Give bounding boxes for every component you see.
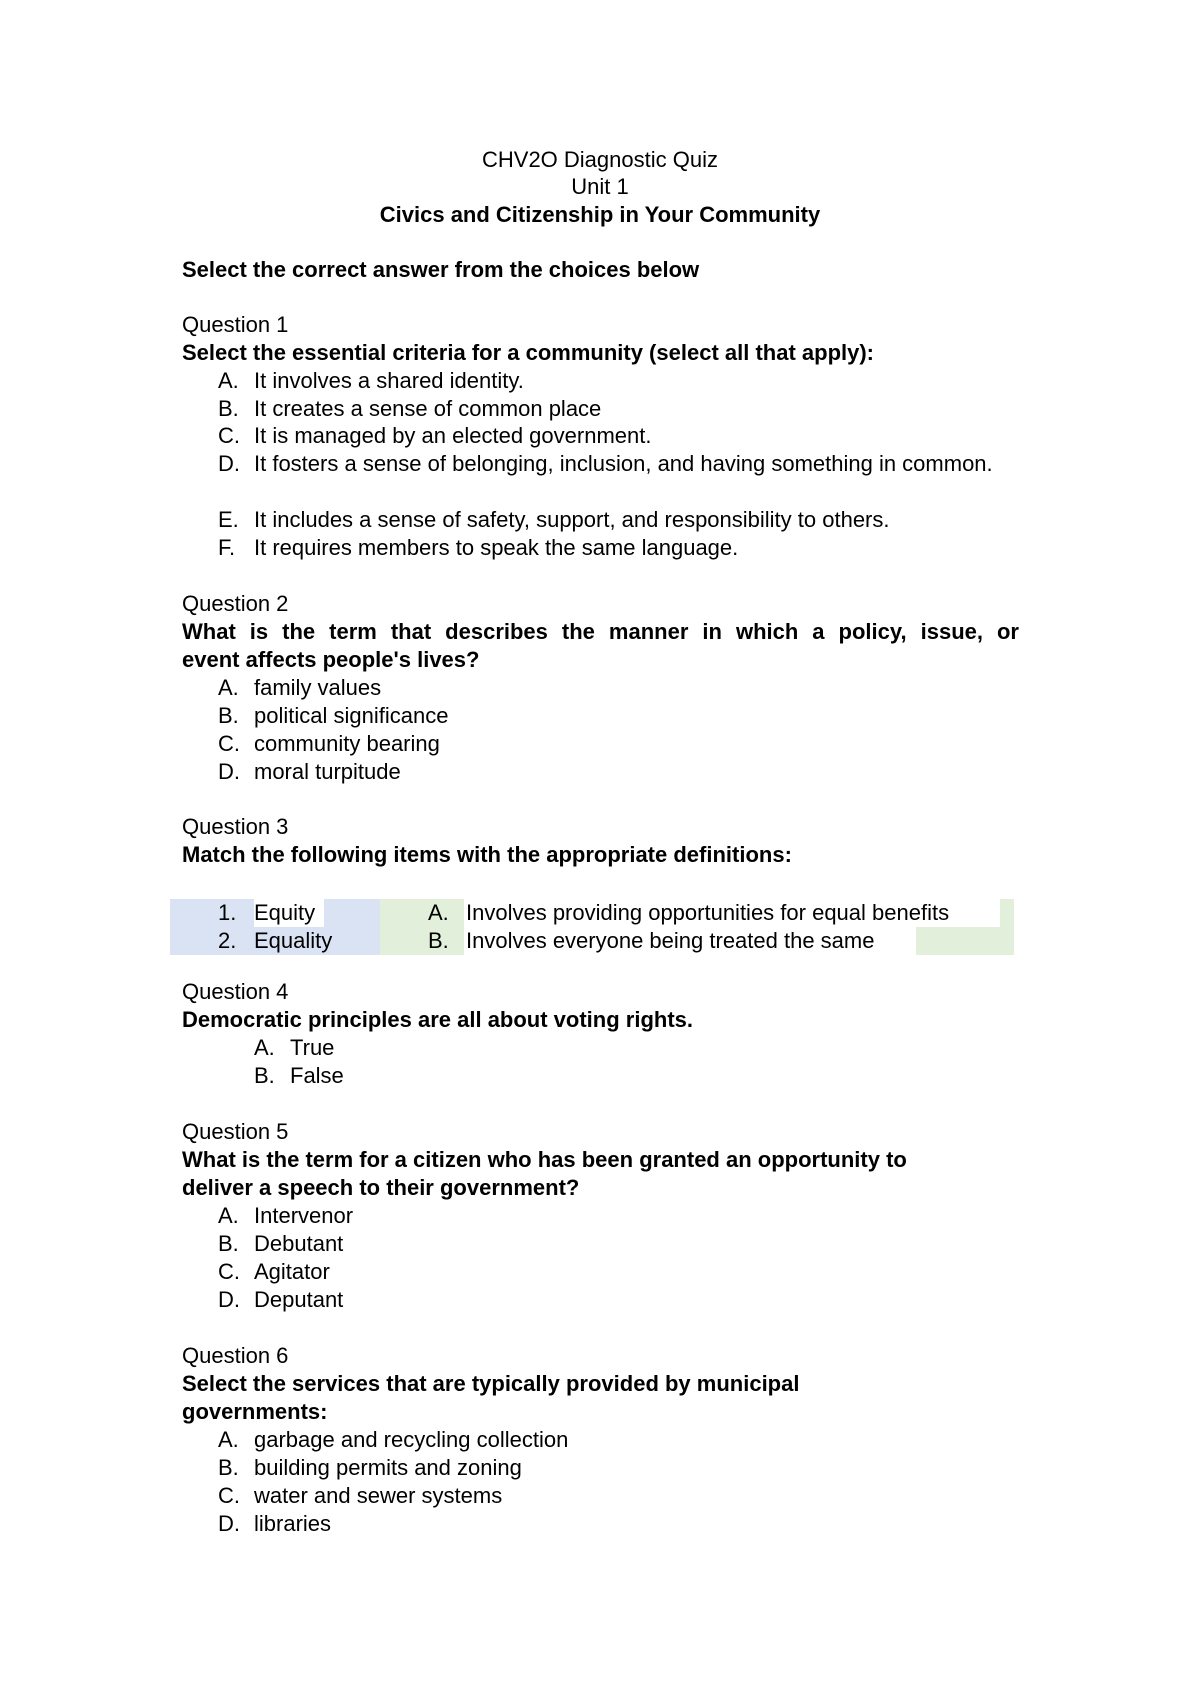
definitions-highlight-right-2 [916, 927, 1014, 955]
items-highlight-left [170, 899, 254, 955]
quiz-title: CHV2O Diagnostic Quiz [482, 147, 718, 172]
instruction: Select the correct answer from the choices below [182, 257, 700, 282]
document-page: CHV2O Diagnostic Quiz Unit 1 Civics and Citizenship in Your Community Select the correct answer from the choices below Question 1 Select the essential criteria for a community (select all that apply): A. It involves a shared identity. B. It creates a sense of common place C. It is managed by an elected government. D. It fosters a sense of belonging, inclusion, and having something in common. E. It includes a sense of safety, support, and responsibility to others. F. It requires members to speak the same language. Question 2 What is the term that describes the manner in which a policy, issue, or event affects people's lives? A. family values B. political significance C. community bearing D. moral turpitude Question 3 Match the following items with the appropriate definitions: 1. Equity 2. Equality A. Involves providing opportunities for equal benefits B. Involves everyone being treated the same Question 4 Democratic principles are all about voting rights. A. True B. False Question 5 What is the term for a citizen who has been granted an opportunity to deliver a speech to their government? A. Intervenor B. Debutant C. Agitator D. Deputant Question 6 Select the services that are typically provided by municipal governments: A. garbage and recycling collection B. building permits and zoning C. water and sewer systems D. libraries [0, 0, 1200, 1698]
question-5-prompt-line1: What is the term for a citizen who has been granted an opportunity to [182, 1147, 907, 1172]
question-1-option-d-text: It fosters a sense of belonging, inclusion, and having something in common. [254, 451, 993, 476]
question-4-label: Question 4 [182, 979, 289, 1004]
question-2-prompt-line2: event affects people's lives? [182, 647, 480, 672]
question-3-prompt: Match the following items with the appropriate definitions: [182, 842, 792, 867]
question-5-label: Question 5 [182, 1119, 289, 1144]
unit-label: Unit 1 [571, 174, 629, 199]
question-6-label: Question 6 [182, 1343, 289, 1368]
question-1-prompt: Select the essential criteria for a community (select all that apply): [182, 340, 875, 365]
question-1-label: Question 1 [182, 312, 289, 337]
definitions-highlight-left [380, 899, 464, 955]
question-5-prompt-line2: deliver a speech to their government? [182, 1175, 580, 1200]
quiz-subtitle: Civics and Citizenship in Your Community [379, 202, 821, 227]
definitions-highlight-right-1 [1000, 899, 1014, 927]
question-3-label: Question 3 [182, 814, 289, 839]
question-6-prompt-line2: governments: [182, 1399, 328, 1424]
question-4-prompt: Democratic principles are all about voting rights. [182, 1007, 694, 1032]
question-6-prompt-line1: Select the services that are typically provided by municipal [182, 1371, 800, 1396]
question-2-prompt-line1: What is the term that describes the manner in which a policy, issue, or [182, 619, 1019, 644]
question-2-label: Question 2 [182, 591, 289, 616]
